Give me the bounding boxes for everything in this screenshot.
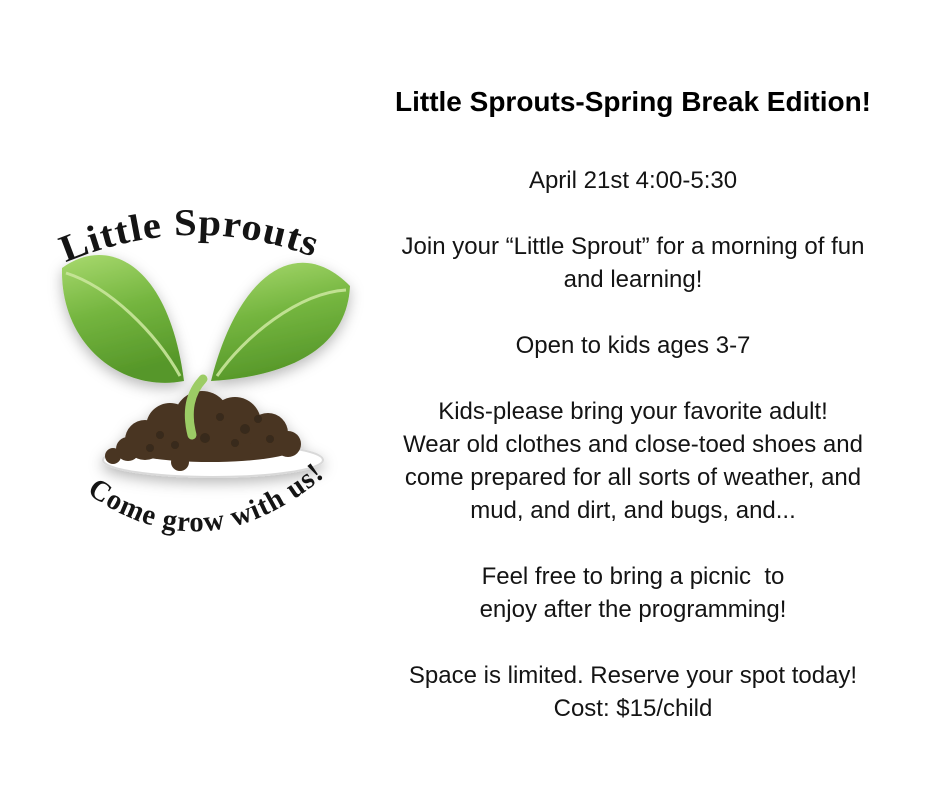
preparation-paragraph xyxy=(368,395,898,527)
logo-bottom-arc-text: Come grow with us! xyxy=(82,456,331,539)
little-sprouts-logo xyxy=(30,183,364,549)
picnic-paragraph xyxy=(368,560,898,626)
prep-line-4: mud, and dirt, and bugs, and... xyxy=(470,497,796,524)
prep-line-2: Wear old clothes and close-toed shoes and xyxy=(403,431,863,458)
prep-line-3: come prepared for all sorts of weather, and xyxy=(404,464,862,491)
picnic-line-1: Feel free to bring a picnic to xyxy=(481,563,785,590)
logo-top-arc-text: Little Sprouts xyxy=(53,201,324,271)
intro-line-2: and learning! xyxy=(563,266,703,293)
left-leaf xyxy=(62,255,184,383)
picnic-line-2: enjoy after the programming! xyxy=(479,596,787,623)
flyer-text-column xyxy=(368,84,898,725)
prep-line-1: Kids-please bring your favorite adult! xyxy=(438,398,828,425)
reserve-line-2: Cost: $15/child xyxy=(553,695,713,722)
reserve-line-1: Space is limited. Reserve your spot today! xyxy=(408,662,858,689)
intro-paragraph xyxy=(368,230,898,296)
ages-paragraph xyxy=(368,329,898,362)
schedule-line: April 21st 4:00-5:30 xyxy=(528,167,738,194)
right-leaf xyxy=(211,263,350,381)
sprout-illustration xyxy=(62,255,350,477)
intro-line-1: Join your “Little Sprout” for a morning of fun xyxy=(401,233,865,260)
reservation-paragraph xyxy=(368,659,898,725)
schedule-paragraph xyxy=(368,164,898,197)
ages-line: Open to kids ages 3-7 xyxy=(515,332,751,359)
flyer-title: Little Sprouts-Spring Break Edition! xyxy=(394,86,871,117)
